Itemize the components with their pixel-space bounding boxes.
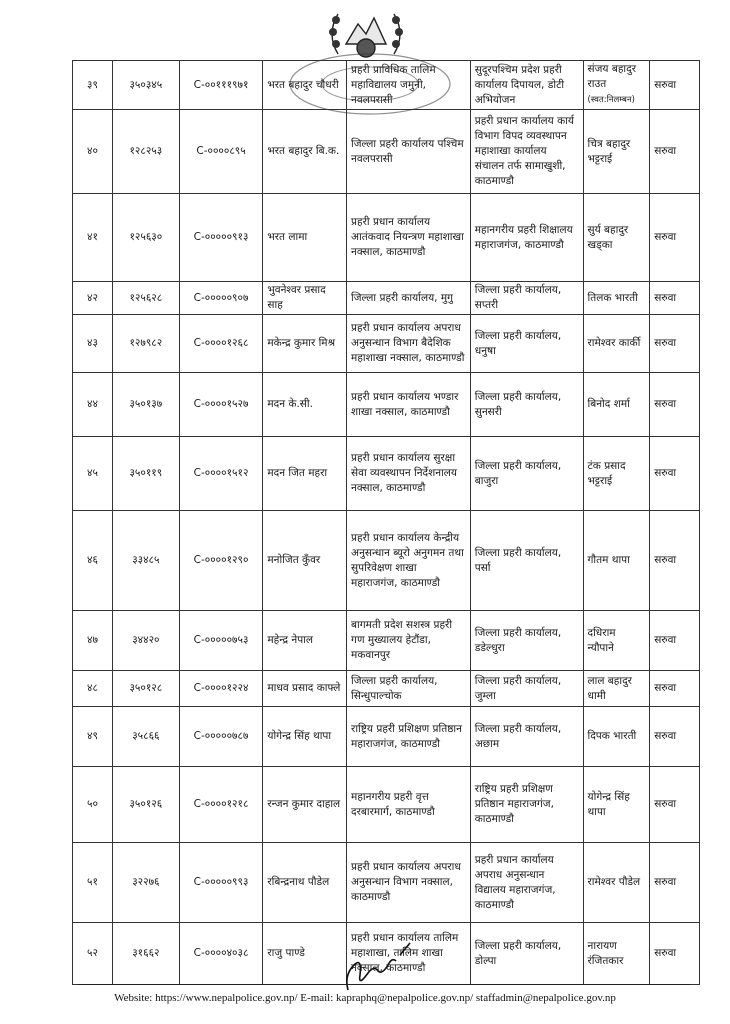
new-office-text: जिल्ला प्रहरी कार्यालय, सुनसरी [474, 390, 562, 418]
action-type [650, 373, 700, 437]
police-number [113, 511, 180, 611]
new-office [470, 61, 583, 110]
employee-id [179, 110, 263, 194]
employee-id [179, 61, 263, 110]
replacement-name-text: गौतम थापा [587, 554, 630, 566]
current-office [347, 282, 471, 315]
police-number-text: ३५८६६ [132, 730, 160, 742]
employee-name [263, 110, 347, 194]
replacement-name [583, 611, 650, 671]
employee-id [179, 511, 263, 611]
replacement-name [583, 767, 650, 843]
new-office [470, 437, 583, 511]
current-office [347, 110, 471, 194]
current-office-text: प्रहरी प्रधान कार्यालय केन्द्रीय अनुसन्धान ब्यूरो अनुगमन तथा सुपरिवेक्षण शाखा महाराजगंज, काठमाण्डौ [351, 531, 464, 589]
police-number [113, 373, 180, 437]
new-office [470, 843, 583, 923]
employee-id [179, 671, 263, 707]
police-number [113, 61, 180, 110]
employee-name-text: भरत बहादुर चौधरी [267, 78, 339, 91]
employee-name-text: भरत लामा [267, 231, 308, 243]
employee-name [263, 611, 347, 671]
serial-number-text: ४८ [87, 682, 98, 694]
serial-number-text: ४७ [87, 634, 98, 646]
table-row [73, 923, 700, 985]
employee-name [263, 843, 347, 923]
replacement-name-text: दधिराम न्यौपाने [587, 626, 616, 654]
police-number-text: ३५०१३७ [129, 398, 163, 410]
employee-name-text: मदन के.सी. [267, 398, 313, 410]
police-number [113, 194, 180, 282]
serial-number-text: ५१ [87, 876, 98, 888]
new-office-text: जिल्ला प्रहरी कार्यालय, धनुषा [474, 329, 562, 357]
replacement-name-text: रामेश्वर पौडेल [587, 876, 641, 888]
current-office-text: जिल्ला प्रहरी कार्यालय, सिन्धुपाल्चोक [351, 674, 438, 702]
new-office [470, 110, 583, 194]
new-office [470, 611, 583, 671]
employee-id [179, 315, 263, 373]
employee-name-text: भुवनेश्वर प्रसाद साह [267, 284, 326, 311]
employee-id [179, 611, 263, 671]
police-number-text: ३२२७६ [132, 876, 160, 888]
employee-name [263, 282, 347, 315]
new-office-text: महानगरीय प्रहरी शिक्षालय महाराजगंज, काठमाण्डौ [474, 223, 573, 251]
new-office-text: जिल्ला प्रहरी कार्यालय, सप्तरी [474, 284, 562, 311]
current-office [347, 373, 471, 437]
serial-number [73, 923, 113, 985]
current-office [347, 923, 471, 985]
action-type-text: सरुवा [654, 337, 677, 349]
police-number-text: १२८२५३ [129, 145, 163, 157]
serial-number [73, 315, 113, 373]
serial-number [73, 194, 113, 282]
serial-number [73, 843, 113, 923]
employee-name [263, 767, 347, 843]
table-row [73, 843, 700, 923]
employee-name [263, 671, 347, 707]
police-number-text: ३५०१२६ [129, 798, 163, 810]
replacement-name-text: लाल बहादुर धामी [587, 674, 632, 702]
police-number [113, 843, 180, 923]
employee-name-text: रबिन्द्रनाथ पौडेल [267, 876, 330, 888]
serial-number [73, 61, 113, 110]
police-number [113, 282, 180, 315]
new-office-text: जिल्ला प्रहरी कार्यालय, जुम्ला [474, 674, 562, 702]
replacement-name-text: टंक प्रसाद भट्टराई [587, 459, 626, 487]
employee-id-text: C-००००१२६८ [193, 337, 249, 349]
employee-name [263, 315, 347, 373]
replacement-name [583, 671, 650, 707]
employee-id-text: C-०००००९०७ [193, 291, 249, 304]
action-type-text: सरुवा [654, 145, 677, 157]
current-office [347, 61, 471, 110]
employee-name-text: मदन जित महरा [267, 467, 328, 479]
serial-number-text: ४९ [87, 730, 98, 742]
action-type-text: सरुवा [654, 876, 677, 888]
employee-id [179, 373, 263, 437]
employee-name-text: महेन्द्र नेपाल [267, 634, 314, 646]
employee-name-text: मनोजित कुँवर [267, 554, 321, 566]
action-type [650, 110, 700, 194]
new-office-text: जिल्ला प्रहरी कार्यालय, अछाम [474, 722, 562, 750]
table-row [73, 110, 700, 194]
replacement-name-text: चित्र बहादुर भट्टराई [587, 137, 631, 165]
current-office [347, 843, 471, 923]
replacement-name-text: योगेन्द्र सिंह थापा [587, 790, 630, 818]
employee-id-text: C-००००८९५ [196, 145, 246, 157]
employee-id-text: C-००००४०३८ [193, 947, 249, 959]
serial-number-text: ४१ [87, 231, 98, 243]
police-number-text: १२७९८२ [129, 337, 163, 349]
employee-id [179, 843, 263, 923]
employee-name-text: योगेन्द्र सिंह थापा [267, 730, 332, 742]
employee-name [263, 61, 347, 110]
serial-number [73, 707, 113, 767]
new-office [470, 282, 583, 315]
police-number-text: ३३४८५ [132, 554, 160, 566]
police-number [113, 671, 180, 707]
current-office-text: जिल्ला प्रहरी कार्यालय पश्चिम नवलपरासी [351, 137, 464, 165]
action-type-text: सरुवा [654, 467, 677, 479]
serial-number [73, 671, 113, 707]
action-type-text: सरुवा [654, 291, 677, 304]
current-office [347, 671, 471, 707]
new-office [470, 194, 583, 282]
new-office-text: प्रहरी प्रधान कार्यालय कार्य विभाग विपद व्यवस्थापन महाशाखा कार्यालय संचालन तर्फ सामाखुशी, काठमाण्डौ [474, 115, 574, 187]
table-row [73, 767, 700, 843]
replacement-name-text: रामेश्वर कार्की [587, 337, 641, 349]
police-number-text: ३४४२० [132, 634, 160, 646]
action-type [650, 671, 700, 707]
replacement-name [583, 707, 650, 767]
new-office [470, 923, 583, 985]
current-office [347, 194, 471, 282]
transfer-table [72, 60, 700, 985]
table-row [73, 373, 700, 437]
action-type [650, 611, 700, 671]
action-type-text: सरुवा [654, 798, 677, 810]
new-office-text: सुदूरपश्चिम प्रदेश प्रहरी कार्यालय दिपायल, डोटी अभियोजन [474, 63, 565, 106]
table-row [73, 511, 700, 611]
action-type [650, 767, 700, 843]
action-type-text: सरुवा [654, 730, 677, 742]
replacement-name [583, 843, 650, 923]
police-number [113, 315, 180, 373]
serial-number-text: ४२ [87, 291, 98, 304]
replacement-name [583, 511, 650, 611]
replacement-name-text: सुर्य बहादुर खड्का [587, 223, 629, 251]
employee-id-text: C-०००००७८७ [193, 730, 249, 742]
police-number [113, 707, 180, 767]
employee-name-text: मकेन्द्र कुमार मिश्र [267, 337, 336, 349]
table-row [73, 282, 700, 315]
action-type-text: सरुवा [654, 554, 677, 566]
replacement-name-text: दिपक भारती [587, 730, 637, 742]
serial-number [73, 282, 113, 315]
current-office [347, 767, 471, 843]
serial-number-text: ४५ [87, 467, 98, 479]
new-office [470, 767, 583, 843]
new-office [470, 511, 583, 611]
action-type [650, 707, 700, 767]
current-office-text: महानगरीय प्रहरी वृत्त दरबारमार्ग, काठमाण्डौ [351, 790, 435, 818]
police-number-text: ३५०११९ [129, 467, 163, 479]
serial-number-text: ४६ [87, 554, 98, 566]
action-type [650, 282, 700, 315]
police-number [113, 767, 180, 843]
employee-id [179, 437, 263, 511]
replacement-name-text: बिनोद शर्मा [587, 398, 630, 410]
employee-name [263, 707, 347, 767]
action-type [650, 194, 700, 282]
new-office [470, 373, 583, 437]
serial-number [73, 373, 113, 437]
employee-name-text: माधव प्रसाद काफ्ले [267, 682, 341, 694]
replacement-name [583, 923, 650, 985]
police-number-text: १२५६३० [129, 231, 163, 243]
current-office-text: प्रहरी प्रधान कार्यालय भण्डार शाखा नक्साल, काठमाण्डौ [351, 390, 459, 418]
action-type [650, 315, 700, 373]
replacement-name-text: नारायण रंजितकार [587, 939, 624, 967]
new-office [470, 707, 583, 767]
new-office [470, 671, 583, 707]
action-type [650, 61, 700, 110]
current-office [347, 437, 471, 511]
serial-number-text: ४० [87, 145, 98, 157]
serial-number [73, 110, 113, 194]
replacement-name [583, 437, 650, 511]
replacement-name [583, 282, 650, 315]
new-office [470, 315, 583, 373]
current-office-text: प्रहरी प्राविधिक तालिम महाविद्यालय जमुनी, नवलपरासी [351, 63, 436, 106]
current-office-text: जिल्ला प्रहरी कार्यालय, मुगु [351, 291, 454, 304]
employee-id-text: C-००००१५१२ [193, 467, 249, 479]
employee-id-text: C-००००१२९० [193, 554, 249, 566]
employee-name [263, 373, 347, 437]
employee-id-text: C-०००००७५३ [193, 634, 249, 646]
replacement-name [583, 194, 650, 282]
table-row [73, 671, 700, 707]
serial-number-text: ४३ [87, 337, 98, 349]
current-office-text: प्रहरी प्रधान कार्यालय सुरक्षा सेवा व्यवस्थापन निर्देशनालय नक्साल, काठमाण्डौ [351, 452, 458, 494]
police-number [113, 437, 180, 511]
action-type [650, 923, 700, 985]
table-row [73, 707, 700, 767]
new-office-text: जिल्ला प्रहरी कार्यालय, पर्सा [474, 546, 562, 574]
action-type-text: सरुवा [654, 947, 677, 959]
current-office-text: प्रहरी प्रधान कार्यालय अपराध अनुसन्धान विभाग नक्साल, काठमाण्डौ [351, 861, 461, 903]
serial-number [73, 511, 113, 611]
employee-id-text: C-००१११९७१ [193, 78, 249, 91]
footer-contact: Website: https://www.nepalpolice.gov.np/ E-mail: kapraphq@nepalpolice.gov.np/ staffadmin@nepalpolice.gov.np [114, 992, 616, 1004]
employee-id [179, 282, 263, 315]
serial-number-text: ४४ [87, 398, 98, 410]
replacement-name-text: संजय बहादुर राउत [587, 63, 636, 90]
current-office-text: राष्ट्रिय प्रहरी प्रशिक्षण प्रतिष्ठान महाराजगंज, काठमाण्डौ [351, 722, 462, 750]
new-office-text: जिल्ला प्रहरी कार्यालय, बाजुरा [474, 459, 562, 487]
employee-id [179, 767, 263, 843]
replacement-name [583, 373, 650, 437]
employee-id-text: C-०००००९१३ [193, 231, 249, 243]
action-type [650, 437, 700, 511]
serial-number-text: ५० [87, 798, 98, 810]
current-office [347, 707, 471, 767]
employee-name [263, 923, 347, 985]
employee-name-text: राजु पाण्डे [267, 947, 305, 959]
action-type-text: सरुवा [654, 231, 677, 243]
police-number [113, 611, 180, 671]
police-number-text: १२५६२८ [129, 291, 163, 304]
current-office [347, 611, 471, 671]
action-type-text: सरुवा [654, 634, 677, 646]
table-row [73, 315, 700, 373]
employee-id [179, 707, 263, 767]
nepal-emblem-icon [316, 4, 416, 62]
new-office-text: प्रहरी प्रधान कार्यालय अपराध अनुसन्धान विद्यालय महाराजगंज, काठमाण्डौ [474, 853, 556, 911]
employee-id-text: C-००००१५२७ [193, 398, 249, 410]
table-row [73, 611, 700, 671]
employee-id-text: C-००००१२१८ [193, 798, 249, 810]
employee-name-text: भरत बहादुर बि.क. [267, 145, 340, 157]
action-type-text: सरुवा [654, 398, 677, 410]
action-type-text: सरुवा [654, 78, 677, 91]
current-office [347, 315, 471, 373]
serial-number-text: ५२ [87, 947, 98, 959]
current-office [347, 511, 471, 611]
serial-number [73, 437, 113, 511]
police-number [113, 923, 180, 985]
table-row [73, 194, 700, 282]
current-office-text: प्रहरी प्रधान कार्यालय तालिम महाशाखा, तालिम शाखा नक्साल, काठमाण्डौ [351, 932, 459, 974]
employee-id [179, 194, 263, 282]
action-type [650, 511, 700, 611]
police-number-text: ३५०१२८ [129, 682, 163, 694]
action-type-text: सरुवा [654, 682, 677, 694]
police-number-text: ३५०३४५ [129, 78, 163, 91]
current-office-text: बागमती प्रदेश सशस्त्र प्रहरी गण मुख्यालय हेटौंडा, मकवानपुर [351, 619, 453, 661]
replacement-name-text: तिलक भारती [587, 291, 638, 304]
police-number-text: ३१६६२ [132, 947, 160, 959]
replacement-note: (स्वत:निलम्बन) [587, 95, 635, 105]
current-office-text: प्रहरी प्रधान कार्यालय आतंकवाद नियन्त्रण महाशाखा नक्साल, काठमाण्डौ [351, 216, 464, 258]
employee-name [263, 194, 347, 282]
new-office-text: जिल्ला प्रहरी कार्यालय, डडेल्धुरा [474, 626, 562, 654]
employee-id-text: C-००००१२२४ [193, 682, 249, 694]
police-number [113, 110, 180, 194]
serial-number [73, 611, 113, 671]
new-office-text: जिल्ला प्रहरी कार्यालय, डोल्पा [474, 939, 562, 967]
replacement-name [583, 315, 650, 373]
table-row [73, 61, 700, 110]
new-office-text: राष्ट्रिय प्रहरी प्रशिक्षण प्रतिष्ठान महाराजगंज, काठमाण्डौ [474, 783, 554, 825]
employee-name [263, 437, 347, 511]
footer-divider [78, 984, 690, 985]
employee-name-text: रन्जन कुमार दाहाल [267, 798, 341, 810]
table-row [73, 437, 700, 511]
employee-id [179, 923, 263, 985]
serial-number [73, 767, 113, 843]
replacement-name [583, 110, 650, 194]
current-office-text: प्रहरी प्रधान कार्यालय अपराध अनुसन्धान विभाग बैदेशिक महाशाखा नक्साल, काठमाण्डौ [351, 322, 465, 364]
serial-number-text: ३९ [87, 78, 98, 91]
employee-name [263, 511, 347, 611]
replacement-name [583, 61, 650, 110]
action-type [650, 843, 700, 923]
employee-id-text: C-०००००९९३ [193, 876, 249, 888]
